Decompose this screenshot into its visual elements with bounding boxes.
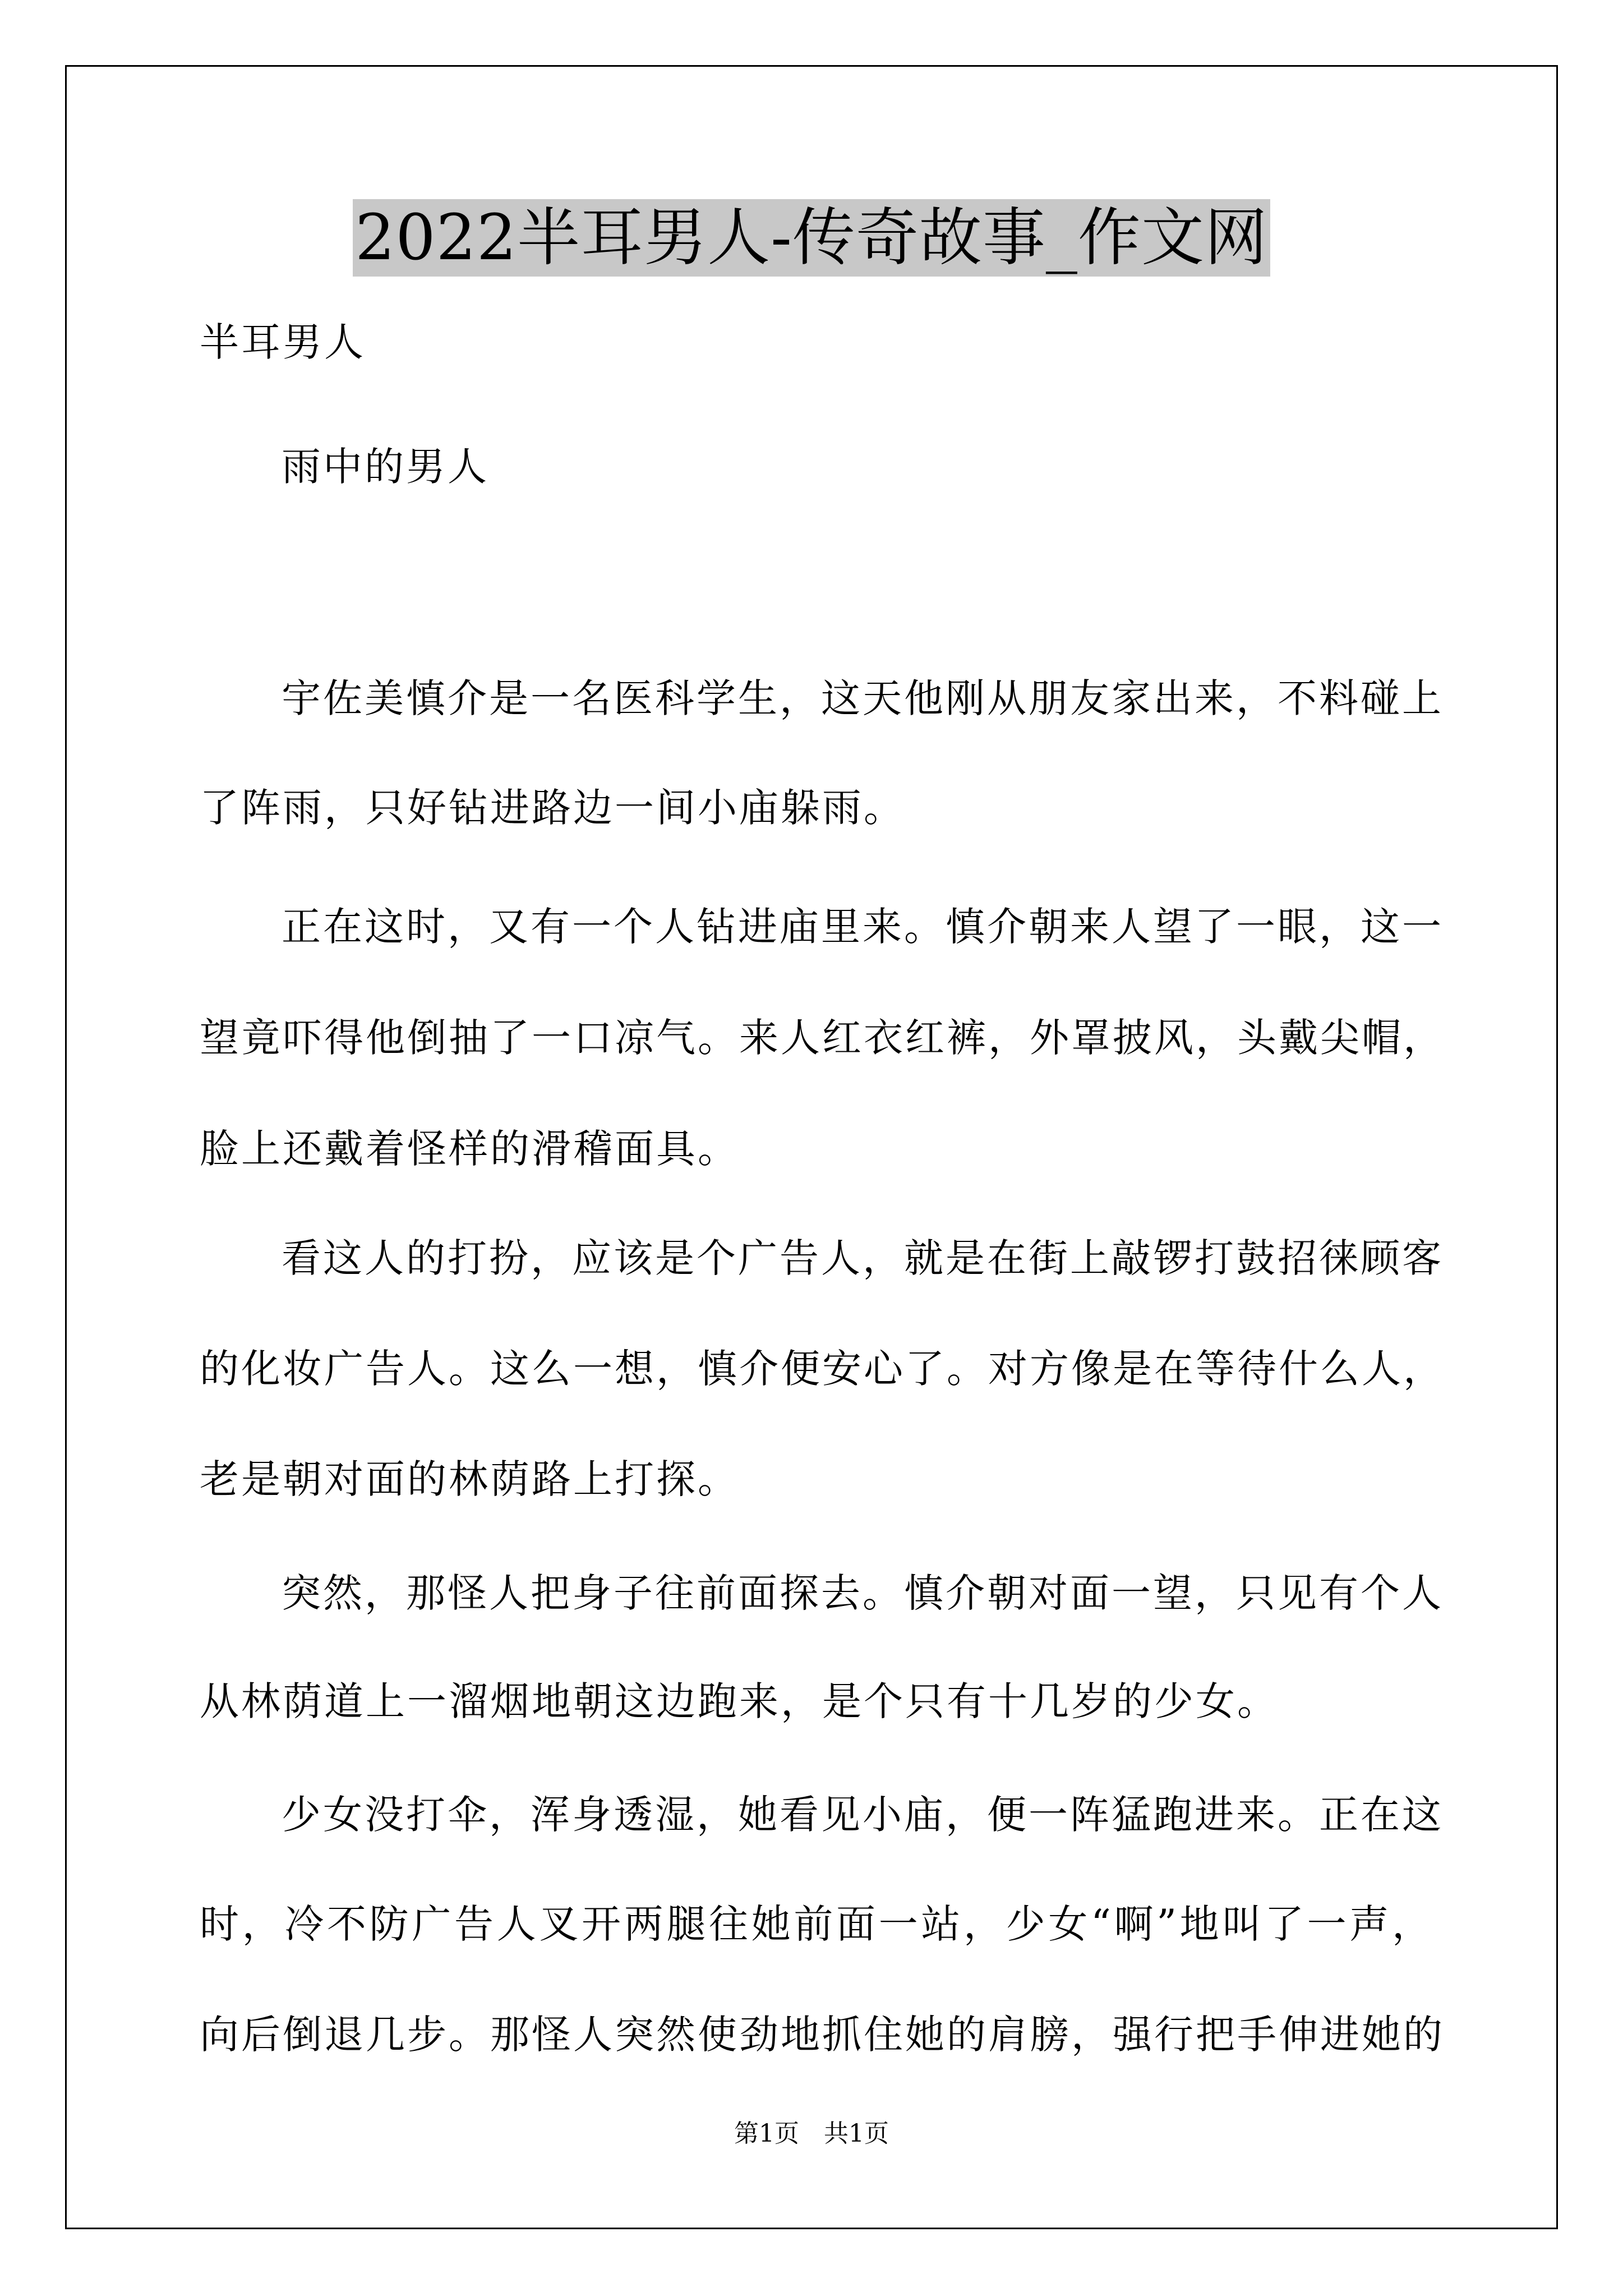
paragraph-line: 突然，那怪人把身子往前面探去。慎介朝对面一望，只见有个人 xyxy=(282,1570,1444,1616)
paragraph-line: 望竟吓得他倒抽了一口凉气。来人红衣红裤，外罩披风，头戴尖帽， xyxy=(200,1015,1445,1061)
page-footer: 第1页 共1页 xyxy=(734,2119,889,2148)
title-container xyxy=(0,199,1623,277)
subheading-line: 雨中的男人 xyxy=(282,444,489,490)
paragraph-line: 了阵雨，只好钻进路边一间小庙躲雨。 xyxy=(200,785,905,831)
paragraph-line: 看这人的打扮，应该是个广告人，就是在街上敲锣打鼓招徕顾客 xyxy=(282,1235,1444,1281)
paragraph-line: 的化妆广告人。这么一想，慎介便安心了。对方像是在等待什么人， xyxy=(200,1346,1445,1392)
paragraph-line: 少女没打伞，浑身透湿，她看见小庙，便一阵猛跑进来。正在这 xyxy=(282,1792,1444,1838)
paragraph-line: 正在这时，又有一个人钻进庙里来。慎介朝来人望了一眼，这一 xyxy=(282,904,1444,950)
paragraph-line: 向后倒退几步。那怪人突然使劲地抓住她的肩膀，强行把手伸进她的 xyxy=(200,2012,1445,2058)
paragraph-line: 时，冷不防广告人叉开两腿往她前面一站，少女“啊”地叫了一声， xyxy=(200,1901,1433,1947)
paragraph-line: 脸上还戴着怪样的滑稽面具。 xyxy=(200,1126,739,1172)
paragraph-line: 老是朝对面的林荫路上打探。 xyxy=(200,1456,739,1502)
document-title: 2022半耳男人-传奇故事_作文网 xyxy=(353,199,1270,277)
heading-line: 半耳男人 xyxy=(200,319,366,365)
paragraph-line: 宇佐美慎介是一名医科学生，这天他刚从朋友家出来，不料碰上 xyxy=(282,675,1444,721)
paragraph-line: 从林荫道上一溜烟地朝这边跑来，是个只有十几岁的少女。 xyxy=(200,1678,1279,1724)
